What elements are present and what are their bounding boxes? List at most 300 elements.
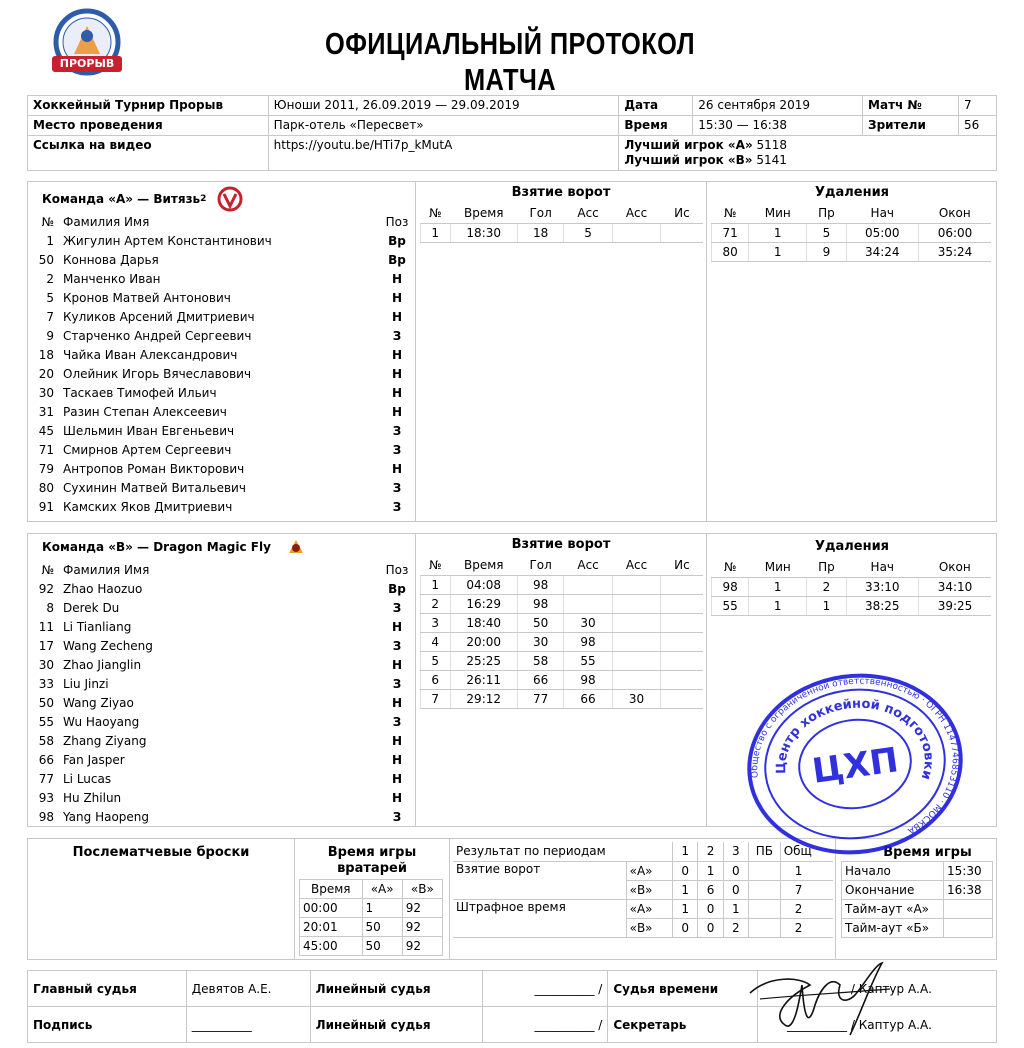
player-row: [32, 655, 412, 674]
goal-row: [421, 689, 704, 708]
player-number: 50: [38, 695, 54, 710]
player-name: Олейник Игорь Вячеславович: [63, 366, 252, 381]
start-header: Нач: [846, 558, 918, 577]
team-a-goals-table: [420, 204, 703, 243]
period-3-header: 3: [723, 842, 748, 861]
reason-header: Пр: [807, 204, 846, 223]
goal-row-time: 04:08: [450, 575, 517, 594]
player-number: 58: [38, 733, 54, 748]
player-row: [32, 231, 412, 250]
player-row: [32, 440, 412, 459]
best-b-label: Лучший игрок «В»: [624, 153, 753, 167]
player-row: [32, 712, 412, 731]
start-header: Нач: [846, 204, 918, 223]
penalty-row-reason: 2: [807, 577, 846, 596]
period-value: 7: [780, 880, 833, 899]
team-a-roster-table: [32, 212, 412, 516]
venue-value: Парк-отель «Пересвет»: [268, 116, 619, 136]
player-number: 91: [38, 499, 54, 514]
goal-row-time: 18:40: [450, 613, 517, 632]
goalie-time-header: «А»: [362, 880, 402, 899]
roster-name-header: Фамилия Имя: [63, 214, 150, 229]
official-stamp: [746, 673, 964, 855]
goalie-time-title: Время игры вратарей: [327, 845, 417, 876]
penalty-row: [712, 242, 992, 261]
game-time-title: Время игры: [883, 845, 972, 860]
penalty-row-num: 55: [712, 596, 749, 615]
player-row: [32, 307, 412, 326]
game-time-label: Тайм-аут «А»: [842, 900, 944, 919]
player-name: Wu Haoyang: [63, 714, 140, 729]
date-value: 26 сентября 2019: [693, 96, 863, 116]
player-name: Кронов Матвей Антонович: [63, 290, 231, 305]
game-time-value: [944, 900, 993, 919]
penalty-row-end: 06:00: [919, 223, 991, 242]
period-1-header: 1: [673, 842, 698, 861]
player-position: Н: [391, 752, 403, 767]
player-name: Fan Jasper: [63, 752, 125, 767]
player-name: Wang Zecheng: [63, 638, 153, 653]
spectators-value: 56: [958, 116, 996, 136]
period-team: «А»: [626, 861, 672, 880]
team-a-sup: 2: [200, 194, 207, 204]
player-number: 17: [38, 638, 54, 653]
player-name: Таскаев Тимофей Ильич: [63, 385, 217, 400]
best-a-value: 5118: [756, 138, 788, 152]
goal-row-num: 5: [421, 651, 451, 670]
goal-row-time: 16:29: [450, 594, 517, 613]
line-ref2-label: Линейный судья: [310, 1007, 483, 1043]
player-position: Н: [391, 366, 403, 381]
team-a-section: [27, 181, 997, 522]
goal-row-situation: [661, 670, 703, 689]
goalie-time-cell: 45:00: [300, 937, 363, 956]
goalie-time-header: «В»: [402, 880, 442, 899]
periods-title: Результат по периодам: [453, 842, 673, 861]
goal-row-assist2: [612, 632, 660, 651]
team-b-penalties-table: [711, 558, 991, 616]
game-time-value: 16:38: [944, 881, 993, 900]
player-position: Н: [391, 657, 403, 672]
min-header: Мин: [749, 204, 807, 223]
tournament-logo: [44, 8, 130, 80]
penalty-row-reason: 9: [807, 242, 846, 261]
player-row: [32, 636, 412, 655]
goal-row-time: 20:00: [450, 632, 517, 651]
goal-row-goal: 18: [517, 223, 563, 242]
player-position: Н: [391, 385, 403, 400]
player-number: 7: [46, 309, 54, 324]
period-value: 0: [673, 861, 698, 880]
player-position: З: [392, 809, 402, 824]
team-b-roster-table: [32, 560, 412, 826]
player-row: [32, 421, 412, 440]
player-name: Разин Степан Алексеевич: [63, 404, 227, 419]
goal-row-situation: [661, 689, 703, 708]
penalty-row-num: 71: [712, 223, 749, 242]
period-team: «В»: [626, 918, 672, 937]
goal-row-assist2: [612, 575, 660, 594]
player-name: Манченко Иван: [63, 271, 161, 286]
period-value: 1: [673, 880, 698, 899]
video-link[interactable]: https://youtu.be/HTi7p_kMutA: [268, 136, 619, 171]
time-header: Время: [450, 556, 517, 575]
num-header: №: [712, 204, 749, 223]
goalie-time-cell: 92: [402, 937, 442, 956]
player-row: [32, 674, 412, 693]
player-row: [32, 750, 412, 769]
period-row: [453, 899, 833, 918]
player-name: Старченко Андрей Сергеевич: [63, 328, 252, 343]
penalty-row-start: 33:10: [846, 577, 918, 596]
player-name: Куликов Арсений Дмитриевич: [63, 309, 255, 324]
goal-row-goal: 66: [517, 670, 563, 689]
goalie-time-row: [300, 918, 443, 937]
game-time-table: [841, 861, 993, 938]
goal-row-time: 18:30: [450, 223, 517, 242]
goal-row-goal: 58: [517, 651, 563, 670]
player-number: 55: [38, 714, 54, 729]
total-header: Общ: [780, 842, 833, 861]
goal-row-goal: 77: [517, 689, 563, 708]
player-number: 66: [38, 752, 54, 767]
game-time-value: 15:30: [944, 862, 993, 881]
player-position: З: [392, 442, 402, 457]
goal-row-assist2: [612, 670, 660, 689]
goal-row-assist2: [612, 223, 660, 242]
player-name: Шельмин Иван Евгеньевич: [63, 423, 235, 438]
player-name: Liu Jinzi: [63, 676, 109, 691]
goal-row-assist1: 55: [564, 651, 612, 670]
penalty-row-num: 80: [712, 242, 749, 261]
roster-num-header: №: [41, 562, 54, 577]
player-number: 31: [38, 404, 54, 419]
period-value: 0: [698, 899, 723, 918]
date-label: Дата: [619, 96, 693, 116]
game-time-label: Тайм-аут «Б»: [842, 919, 944, 938]
player-position: Вр: [388, 252, 406, 267]
goalie-time-row: [300, 899, 443, 918]
player-row: [32, 807, 412, 826]
penalty-row-reason: 1: [807, 596, 846, 615]
player-number: 92: [38, 581, 54, 596]
penalty-row-min: 1: [749, 577, 807, 596]
goal-row: [421, 594, 704, 613]
player-number: 33: [38, 676, 54, 691]
match-number-value: 7: [958, 96, 996, 116]
player-number: 30: [38, 657, 54, 672]
goalie-time-block: [295, 839, 450, 959]
player-name: Чайка Иван Александрович: [63, 347, 238, 362]
player-name: Жигулин Артем Константинович: [63, 233, 272, 248]
team-a-penalties: [707, 182, 997, 521]
player-position: З: [392, 423, 402, 438]
page-title: ОФИЦИАЛЬНЫЙ ПРОТОКОЛ МАТЧА: [325, 26, 695, 97]
player-row: [32, 598, 412, 617]
goal-row-situation: [661, 594, 703, 613]
goal-header: Гол: [517, 204, 563, 223]
reason-header: Пр: [807, 558, 846, 577]
goalie-time-cell: 92: [402, 899, 442, 918]
summary-section: [27, 838, 997, 960]
player-row: [32, 364, 412, 383]
assist2-header: Асс: [612, 556, 660, 575]
penalty-row-min: 1: [749, 223, 807, 242]
player-name: Коннова Дарья: [63, 252, 159, 267]
shootout-title: Послематчевые броски: [72, 845, 250, 860]
goal-row-num: 7: [421, 689, 451, 708]
player-position: Н: [391, 461, 403, 476]
player-name: Li Lucas: [63, 771, 112, 786]
period-value: 2: [780, 899, 833, 918]
player-row: [32, 345, 412, 364]
penalty-row-end: 34:10: [919, 577, 991, 596]
period-value: 2: [780, 918, 833, 937]
period-value: 1: [723, 899, 748, 918]
player-name: Derek Du: [63, 600, 120, 615]
secretary-label: Секретарь: [608, 1007, 758, 1043]
periods-block: [453, 842, 833, 956]
goal-row-assist2: 30: [612, 689, 660, 708]
team-a-logo-icon: [216, 186, 244, 212]
player-position: З: [392, 600, 402, 615]
penalty-row: [712, 223, 992, 242]
spectators-label: Зрители: [863, 116, 959, 136]
player-position: Н: [391, 404, 403, 419]
time-value: 15:30 — 16:38: [693, 116, 863, 136]
stamp-inner-text: Центр хоккейной подготовки: [774, 696, 936, 782]
time-label: Время: [619, 116, 693, 136]
game-time-row: [842, 900, 993, 919]
player-number: 93: [38, 790, 54, 805]
penalty-row-end: 35:24: [919, 242, 991, 261]
goal-row-assist1: [564, 575, 612, 594]
goal-row-situation: [661, 613, 703, 632]
timekeeper-value: / Каптур А.А.: [758, 971, 997, 1007]
player-row: [32, 459, 412, 478]
period-team: «В»: [626, 880, 672, 899]
goal-row: [421, 223, 704, 242]
player-name: Zhao Jianglin: [63, 657, 142, 672]
end-header: Окон: [919, 204, 991, 223]
player-row: [32, 402, 412, 421]
period-value: 1: [698, 861, 723, 880]
player-position: З: [392, 499, 402, 514]
player-position: Н: [391, 309, 403, 324]
goalie-time-cell: 50: [362, 937, 402, 956]
end-header: Окон: [919, 558, 991, 577]
tournament-value: Юноши 2011, 26.09.2019 — 29.09.2019: [268, 96, 619, 116]
assist1-header: Асс: [564, 556, 612, 575]
penalty-row-reason: 5: [807, 223, 846, 242]
line-ref2-value: __________ /: [483, 1007, 608, 1043]
player-name: Антропов Роман Викторович: [63, 461, 245, 476]
player-number: 1: [46, 233, 54, 248]
main-ref-value: Девятов А.Е.: [186, 971, 310, 1007]
goal-row-situation: [661, 651, 703, 670]
min-header: Мин: [749, 558, 807, 577]
player-row: [32, 617, 412, 636]
goal-row-time: 26:11: [450, 670, 517, 689]
penalty-row-end: 39:25: [919, 596, 991, 615]
player-number: 5: [46, 290, 54, 305]
period-value: 1: [673, 899, 698, 918]
player-row: [32, 269, 412, 288]
player-number: 71: [38, 442, 54, 457]
player-position: Н: [391, 271, 403, 286]
timekeeper-signature: [740, 955, 900, 1045]
goal-row-num: 1: [421, 575, 451, 594]
team-b-title: [28, 534, 415, 560]
player-position: З: [392, 714, 402, 729]
player-position: Вр: [388, 581, 406, 596]
game-time-value: [944, 919, 993, 938]
goal-row-num: 4: [421, 632, 451, 651]
team-a-goals: [416, 182, 707, 521]
penalty-row-min: 1: [749, 242, 807, 261]
game-time-row: [842, 919, 993, 938]
goal-row-goal: 30: [517, 632, 563, 651]
penalty-row-start: 34:24: [846, 242, 918, 261]
player-number: 30: [38, 385, 54, 400]
player-position: Н: [391, 290, 403, 305]
best-players: [619, 136, 997, 171]
player-row: [32, 693, 412, 712]
goal-row-assist1: 98: [564, 632, 612, 651]
goalie-time-cell: 00:00: [300, 899, 363, 918]
player-number: 79: [38, 461, 54, 476]
time-header: Время: [450, 204, 517, 223]
player-position: Н: [391, 695, 403, 710]
goal-row: [421, 613, 704, 632]
player-position: З: [392, 638, 402, 653]
period-value: [749, 899, 781, 918]
penalty-row: [712, 577, 992, 596]
player-number: 11: [38, 619, 54, 634]
line-ref1-label: Линейный судья: [310, 971, 483, 1007]
player-number: 50: [38, 252, 54, 267]
timekeeper-label: Судья времени: [608, 971, 758, 1007]
line-ref1-value: __________ /: [483, 971, 608, 1007]
player-name: Yang Haopeng: [63, 809, 150, 824]
team-b-roster: [28, 534, 416, 826]
goal-header: Гол: [517, 556, 563, 575]
player-number: 77: [38, 771, 54, 786]
player-position: З: [392, 328, 402, 343]
situation-header: Ис: [661, 556, 703, 575]
player-name: Zhao Haozuo: [63, 581, 143, 596]
player-position: Н: [391, 790, 403, 805]
player-position: Вр: [388, 233, 406, 248]
goal-row-time: 25:25: [450, 651, 517, 670]
goal-row-num: 3: [421, 613, 451, 632]
team-a-title: [28, 186, 415, 212]
situation-header: Ис: [661, 204, 703, 223]
penalty-row-start: 38:25: [846, 596, 918, 615]
player-name: Смирнов Артем Сергеевич: [63, 442, 232, 457]
game-time-row: [842, 862, 993, 881]
player-name: Hu Zhilun: [63, 790, 122, 805]
video-label: Ссылка на видео: [28, 136, 269, 171]
goal-row-assist1: 66: [564, 689, 612, 708]
player-row: [32, 478, 412, 497]
goal-row-situation: [661, 575, 703, 594]
player-number: 20: [38, 366, 54, 381]
player-number: 18: [38, 347, 54, 362]
player-number: 8: [46, 600, 54, 615]
match-info-table: [27, 95, 997, 171]
game-time-block: [835, 839, 997, 959]
team-a-roster: [28, 182, 416, 521]
goal-row-goal: 98: [517, 594, 563, 613]
signature-label: Подпись: [28, 1007, 187, 1043]
secretary-value: __________ / Каптур А.А.: [758, 1007, 997, 1043]
team-b-penalties-title: Удаления: [814, 539, 890, 554]
period-value: 0: [723, 861, 748, 880]
period-row: [453, 861, 833, 880]
best-b-value: 5141: [756, 153, 787, 167]
num-header: №: [712, 558, 749, 577]
goalie-time-table: [299, 879, 443, 956]
player-position: Н: [391, 771, 403, 786]
period-row-label: Взятие ворот: [453, 861, 626, 899]
player-row: [32, 731, 412, 750]
goalie-time-cell: 20:01: [300, 918, 363, 937]
logo-text: ПРОРЫВ: [59, 57, 115, 70]
game-time-label: Начало: [842, 862, 944, 881]
player-row: [32, 788, 412, 807]
player-number: 45: [38, 423, 54, 438]
player-number: 9: [46, 328, 54, 343]
num-header: №: [421, 204, 451, 223]
goal-row-situation: [661, 632, 703, 651]
goal-row-assist2: [612, 651, 660, 670]
best-a-label: Лучший игрок «А»: [624, 138, 753, 152]
goal-row-assist1: 30: [564, 613, 612, 632]
penalty-row: [712, 596, 992, 615]
period-value: [749, 861, 781, 880]
team-b-name: Команда «В» — Dragon Magic Fly: [42, 540, 271, 554]
goal-row: [421, 651, 704, 670]
period-value: [749, 880, 781, 899]
goal-row-assist1: 5: [564, 223, 612, 242]
team-b-goals-table: [420, 556, 703, 709]
team-a-goals-title: Взятие ворот: [511, 185, 611, 200]
periods-table: [453, 842, 833, 938]
period-value: 0: [723, 880, 748, 899]
shootout-header: ПБ: [749, 842, 781, 861]
goal-row-time: 29:12: [450, 689, 517, 708]
game-time-label: Окончание: [842, 881, 944, 900]
period-value: 1: [780, 861, 833, 880]
signature-value: __________: [186, 1007, 310, 1043]
goalie-time-header: Время: [300, 880, 363, 899]
main-ref-label: Главный судья: [28, 971, 187, 1007]
stamp-outer-text: Общество с ограниченной ответственностью · ОГРН 1147746853110 · МОСКВА: [750, 676, 960, 836]
period-row-label: Штрафное время: [453, 899, 626, 937]
player-name: Li Tianliang: [63, 619, 132, 634]
player-position: Н: [391, 347, 403, 362]
game-time-row: [842, 881, 993, 900]
assist2-header: Асс: [612, 204, 660, 223]
team-a-penalties-table: [711, 204, 991, 262]
team-a-penalties-title: Удаления: [814, 185, 890, 200]
period-2-header: 2: [698, 842, 723, 861]
player-name: Камских Яков Дмитриевич: [63, 499, 233, 514]
player-name: Wang Ziyao: [63, 695, 134, 710]
goal-row-goal: 50: [517, 613, 563, 632]
goalie-time-cell: 1: [362, 899, 402, 918]
